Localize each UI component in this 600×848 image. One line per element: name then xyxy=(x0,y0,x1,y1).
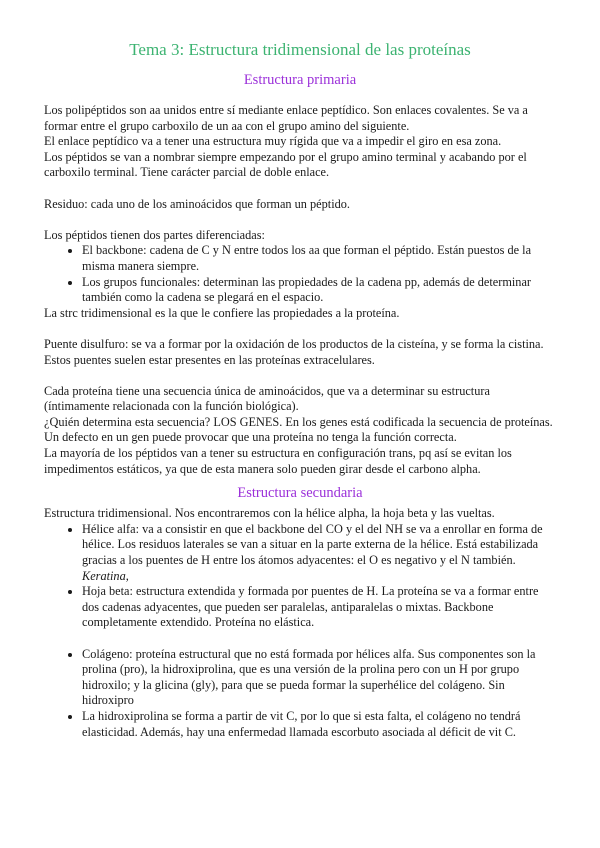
document-page xyxy=(44,40,556,740)
list-item: • Colágeno: proteína estructural que no está formada por hélices alfa. Sus componentes son la prolina (pro), la hidroxiprolina, que es una versión de la prolina pero con un H por grupo hidroxilo; y la glicina (gly), para que se pueda formar la superhélice del colágeno. Sin hidroxipro xyxy=(82,647,556,709)
list-item-text: Hélice alfa: va a consistir en que el backbone del CO y el del NH se va a enrollar en forma de hélice. Los residuos laterales se van a situar en la parte externa de la hélice. Está estabilizada gracias a los puentes de H entre los átomos adyacentes: el O es negativo y el N también. xyxy=(82,521,543,568)
list-item: • Los grupos funcionales: determinan las propiedades de la cadena pp, además de determinar también como la cadena se plegará en el espacio. xyxy=(82,275,556,306)
paragraph: Los polipéptidos son aa unidos entre sí mediante enlace peptídico. Son enlaces covalentes. Se va a formar entre el grupo carboxilo de un aa con el grupo amino del siguiente. xyxy=(44,103,528,133)
paragraph: Cada proteína tiene una secuencia única de aminoácidos, que va a determinar su estructura (íntimamente relacionada con la función biológica). xyxy=(44,383,490,414)
paragraph: El enlace peptídico va a tener una estructura muy rígida que va a impedir el giro en esa zona. xyxy=(44,134,502,149)
emphasis-text: Keratina, xyxy=(82,568,129,583)
paragraph: La mayoría de los péptidos van a tener su estructura en configuración trans, pq así se evitan los impedimentos estáticos, ya que de esta manera solo pueden girar desde el carbono alpha. xyxy=(44,446,512,476)
list-item: • La hidroxiprolina se forma a partir de vit C, por lo que si esta falta, el colágeno no tendrá elasticidad. Además, hay una enfermedad llamada escorbuto asociada al déficit de vit C. xyxy=(82,709,556,740)
page-title: Tema 3: Estructura tridimensional de las proteínas xyxy=(129,40,471,59)
section-heading-primaria: Estructura primaria xyxy=(243,72,357,88)
list-item xyxy=(82,522,556,584)
paragraph: Residuo: cada uno de los aminoácidos que forman un péptido. xyxy=(44,196,350,211)
paragraph: Los péptidos se van a nombrar siempre empezando por el grupo amino terminal y acabando por el carboxilo terminal. Tiene carácter parcial de doble enlace. xyxy=(44,149,527,180)
bullet-list xyxy=(44,243,556,305)
bullet-list xyxy=(44,522,556,631)
paragraph: La strc tridimensional es la que le confiere las propiedades a la proteína. xyxy=(44,305,400,320)
paragraph: Los péptidos tienen dos partes diferenciadas: xyxy=(44,227,265,242)
bullet-list xyxy=(44,647,556,741)
section-heading-secundaria: Estructura secundaria xyxy=(237,485,363,502)
paragraph: Puente disulfuro: se va a formar por la oxidación de los productos de la cisteína, y se forma la cistina. Estos puentes suelen estar presentes en las proteínas extracelulares. xyxy=(44,336,544,367)
list-item: • El backbone: cadena de C y N entre todos los aa que forman el péptido. Están puestos de la misma manera siempre. xyxy=(82,243,556,274)
paragraph: Estructura tridimensional. Nos encontraremos con la hélice alpha, la hoja beta y las vueltas. xyxy=(44,506,495,521)
list-item: • Hoja beta: estructura extendida y formada por puentes de H. La proteína se va a formar entre dos cadenas adyacentes, que pueden ser paralelas, antiparalelas o mixtas. Backbone completamente extendido. Proteína no elástica. xyxy=(82,584,556,631)
paragraph: ¿Quién determina esta secuencia? LOS GENES. En los genes está codificada la secuencia de proteínas. Un defecto en un gen puede provocar que una proteína no tenga la función correcta. xyxy=(44,414,553,445)
